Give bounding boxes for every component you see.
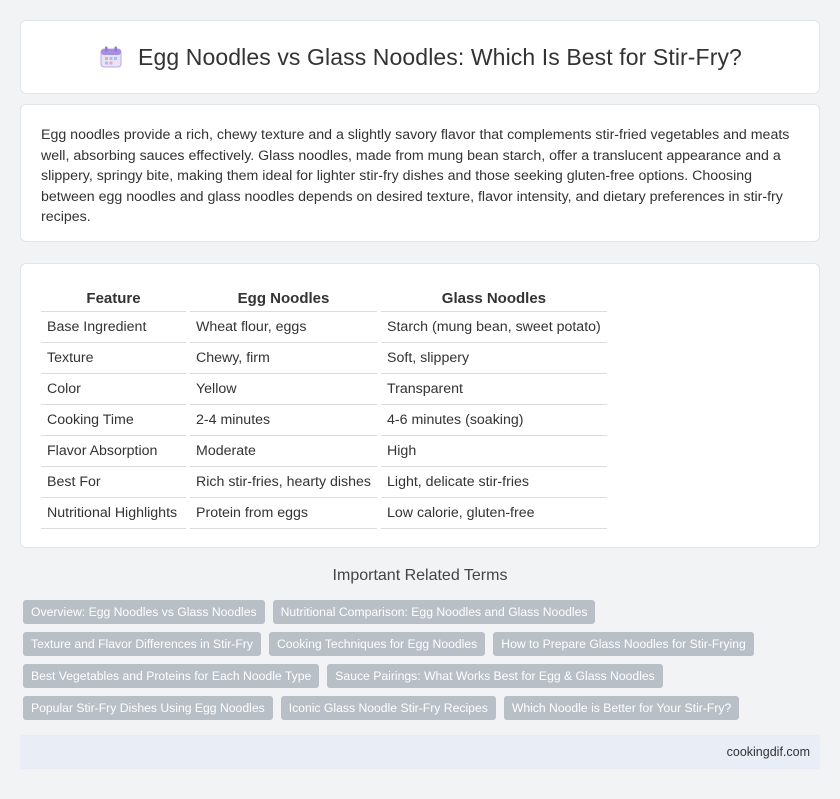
footer: [20, 735, 820, 769]
related-term-tag[interactable]: Which Noodle is Better for Your Stir-Fry?: [504, 696, 739, 720]
comparison-table-card: [20, 263, 820, 548]
table-header-row: [41, 284, 607, 312]
intro-card: [20, 104, 820, 242]
page-title: Egg Noodles vs Glass Noodles: Which Is Best for Stir-Fry?: [138, 43, 742, 70]
column-header-glass-noodles: Glass Noodles: [381, 284, 607, 312]
table-cell: Soft, slippery: [381, 343, 607, 374]
table-cell: Cooking Time: [41, 405, 186, 436]
table-row: [41, 436, 607, 467]
table-row: [41, 312, 607, 343]
table-cell: Rich stir-fries, hearty dishes: [190, 467, 377, 498]
table-cell: Best For: [41, 467, 186, 498]
table-cell: Flavor Absorption: [41, 436, 186, 467]
column-header-egg-noodles: Egg Noodles: [190, 284, 377, 312]
table-row: [41, 498, 607, 529]
table-row: [41, 374, 607, 405]
table-cell: Base Ingredient: [41, 312, 186, 343]
table-row: [41, 343, 607, 374]
table-row: [41, 405, 607, 436]
table-cell: Chewy, firm: [190, 343, 377, 374]
related-terms-heading: Important Related Terms: [332, 567, 508, 584]
related-term-tag[interactable]: Nutritional Comparison: Egg Noodles and Glass Noodles: [273, 600, 596, 624]
footer-site-link[interactable]: cookingdif.com: [726, 745, 810, 759]
table-cell: Moderate: [190, 436, 377, 467]
related-term-tag[interactable]: Iconic Glass Noodle Stir-Fry Recipes: [281, 696, 496, 720]
comparison-table: [37, 284, 611, 529]
table-cell: Color: [41, 374, 186, 405]
related-term-tag[interactable]: Cooking Techniques for Egg Noodles: [269, 632, 485, 656]
intro-text: Egg noodles provide a rich, chewy texture and a slightly savory flavor that complements stir-fried vegetables and meats well, absorbing sauces effectively. Glass noodles, made from mung bean starch, offer a translucent appearance and a slippery, springy bite, making them ideal for lighter stir-fry dishes and those seeking gluten-free options. Choosing between egg noodles and glass noodles depends on desired texture, flavor intensity, and dietary preferences in stir-fry recipes.: [41, 127, 790, 225]
related-term-tag[interactable]: Sauce Pairings: What Works Best for Egg & Glass Noodles: [327, 664, 663, 688]
table-cell: 2-4 minutes: [190, 405, 377, 436]
table-cell: 4-6 minutes (soaking): [381, 405, 607, 436]
table-row: [41, 467, 607, 498]
title-wrap: [98, 44, 742, 71]
column-header-feature: Feature: [41, 284, 186, 312]
related-term-tag[interactable]: Best Vegetables and Proteins for Each Noodle Type: [23, 664, 319, 688]
table-cell: Light, delicate stir-fries: [381, 467, 607, 498]
related-term-tag[interactable]: How to Prepare Glass Noodles for Stir-Frying: [493, 632, 754, 656]
table-cell: Nutritional Highlights: [41, 498, 186, 529]
table-cell: Wheat flour, eggs: [190, 312, 377, 343]
table-cell: Low calorie, gluten-free: [381, 498, 607, 529]
related-term-tag[interactable]: Overview: Egg Noodles vs Glass Noodles: [23, 600, 265, 624]
table-cell: Starch (mung bean, sweet potato): [381, 312, 607, 343]
table-cell: Transparent: [381, 374, 607, 405]
table-cell: Protein from eggs: [190, 498, 377, 529]
related-term-tag[interactable]: Popular Stir-Fry Dishes Using Egg Noodles: [23, 696, 273, 720]
calendar-icon: [98, 44, 124, 70]
related-term-tag[interactable]: Texture and Flavor Differences in Stir-Fry: [23, 632, 261, 656]
table-cell: High: [381, 436, 607, 467]
header-card: [20, 20, 820, 94]
related-terms-list: [23, 600, 823, 720]
table-cell: Texture: [41, 343, 186, 374]
table-cell: Yellow: [190, 374, 377, 405]
